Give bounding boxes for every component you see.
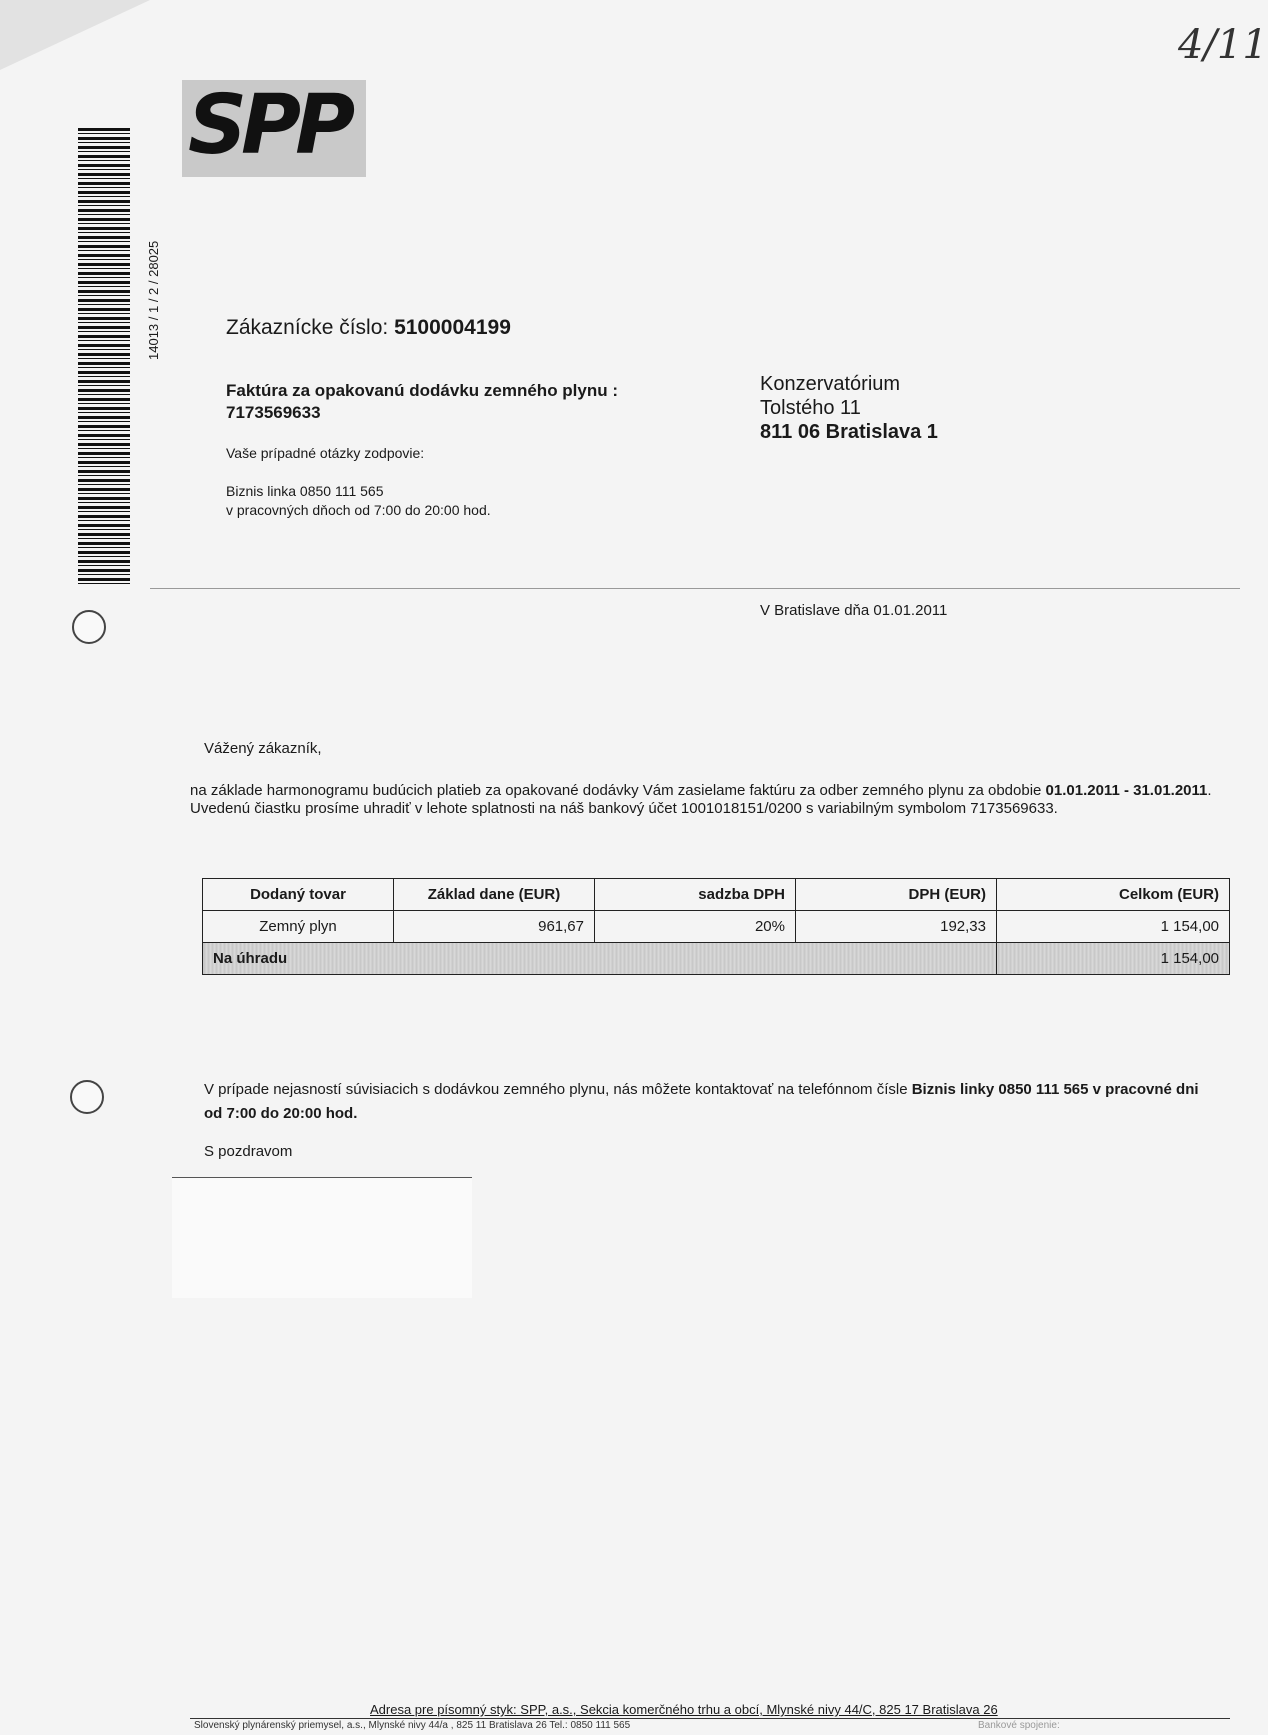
signature-area bbox=[172, 1177, 472, 1298]
contact-text: V prípade nejasností súvisiacich s dodávkou zemného plynu, nás môžete kontaktovať na telefónnom čísle bbox=[204, 1081, 912, 1098]
header-tax-base: Základ dane (EUR) bbox=[394, 879, 595, 911]
punch-hole-bottom bbox=[70, 1080, 104, 1114]
barcode bbox=[78, 128, 130, 584]
recipient-name: Konzervatórium bbox=[760, 373, 901, 395]
greeting: Vážený zákazník, bbox=[204, 740, 322, 757]
divider-line bbox=[150, 588, 1240, 589]
spp-logo: SPP bbox=[188, 78, 350, 173]
header-goods: Dodaný tovar bbox=[203, 879, 394, 911]
questions-label: Vaše prípadné otázky zodpovie: bbox=[226, 445, 425, 461]
body-text-1-end: . bbox=[1207, 782, 1212, 799]
recipient-street: Tolstého 11 bbox=[760, 397, 861, 419]
recipient-city: 811 06 Bratislava 1 bbox=[760, 421, 938, 443]
customer-number-label: Zákaznícke číslo: bbox=[226, 316, 389, 339]
contact-hotline: Biznis linky 0850 111 565 v pracovné dni od 7:00 do 20:00 hod. bbox=[204, 1081, 1199, 1122]
barcode-number: 14013 / 1 / 2 / 28025 bbox=[146, 240, 161, 360]
billing-period: 01.01.2011 - 31.01.2011 bbox=[1045, 782, 1208, 799]
header-total: Celkom (EUR) bbox=[997, 879, 1230, 911]
hotline-block bbox=[226, 482, 491, 520]
footer-bank-label: Bankové spojenie: bbox=[978, 1720, 1060, 1731]
cell-goods: Zemný plyn bbox=[203, 911, 394, 943]
punch-hole-top bbox=[72, 610, 106, 644]
total-label: Na úhradu bbox=[203, 943, 997, 975]
hotline-line1: Biznis linka 0850 111 565 bbox=[226, 483, 384, 499]
handwritten-page-marker: 4/11 bbox=[1178, 22, 1268, 68]
footer-company: Slovenský plynárenský priemysel, a.s., Mlynské nivy 44/a , 825 11 Bratislava 26 Tel.: 0850 111 565 bbox=[194, 1720, 631, 1731]
invoice-title: Faktúra za opakovanú dodávku zemného plynu : bbox=[226, 381, 619, 400]
customer-number-line bbox=[226, 316, 511, 340]
hotline-line2: v pracovných dňoch od 7:00 do 20:00 hod. bbox=[226, 502, 491, 518]
cell-vat: 192,33 bbox=[796, 911, 997, 943]
date-line: V Bratislave dňa 01.01.2011 bbox=[760, 602, 948, 619]
cell-total: 1 154,00 bbox=[997, 911, 1230, 943]
header-vat-rate: sadzba DPH bbox=[595, 879, 796, 911]
body-paragraph bbox=[190, 782, 1240, 818]
invoice-table bbox=[202, 878, 1230, 975]
cell-vat-rate: 20% bbox=[595, 911, 796, 943]
footer-line bbox=[190, 1718, 1230, 1719]
closing: S pozdravom bbox=[204, 1143, 293, 1160]
table-total-row bbox=[203, 943, 1230, 975]
recipient-address bbox=[760, 372, 938, 444]
invoice-number: 7173569633 bbox=[226, 403, 321, 422]
contact-paragraph bbox=[204, 1078, 1214, 1126]
footer-postal-address: Adresa pre písomný styk: SPP, a.s., Sekcia komerčného trhu a obcí, Mlynské nivy 44/C, 825 17 Bratislava 26 bbox=[370, 1702, 998, 1717]
header-vat: DPH (EUR) bbox=[796, 879, 997, 911]
customer-number: 5100004199 bbox=[394, 316, 511, 339]
cell-tax-base: 961,67 bbox=[394, 911, 595, 943]
invoice-title-block bbox=[226, 380, 618, 424]
table-row bbox=[203, 911, 1230, 943]
page-fold-corner bbox=[0, 0, 150, 70]
body-text-2: Uvedenú čiastku prosíme uhradiť v lehote splatnosti na náš bankový účet 1001018151/0200 s variabilným symbolom 7173569633. bbox=[190, 800, 1058, 817]
total-value: 1 154,00 bbox=[997, 943, 1230, 975]
table-header-row bbox=[203, 879, 1230, 911]
body-text-1: na základe harmonogramu budúcich platieb za opakované dodávky Vám zasielame faktúru za odber zemného plynu za obdobie bbox=[190, 782, 1046, 799]
